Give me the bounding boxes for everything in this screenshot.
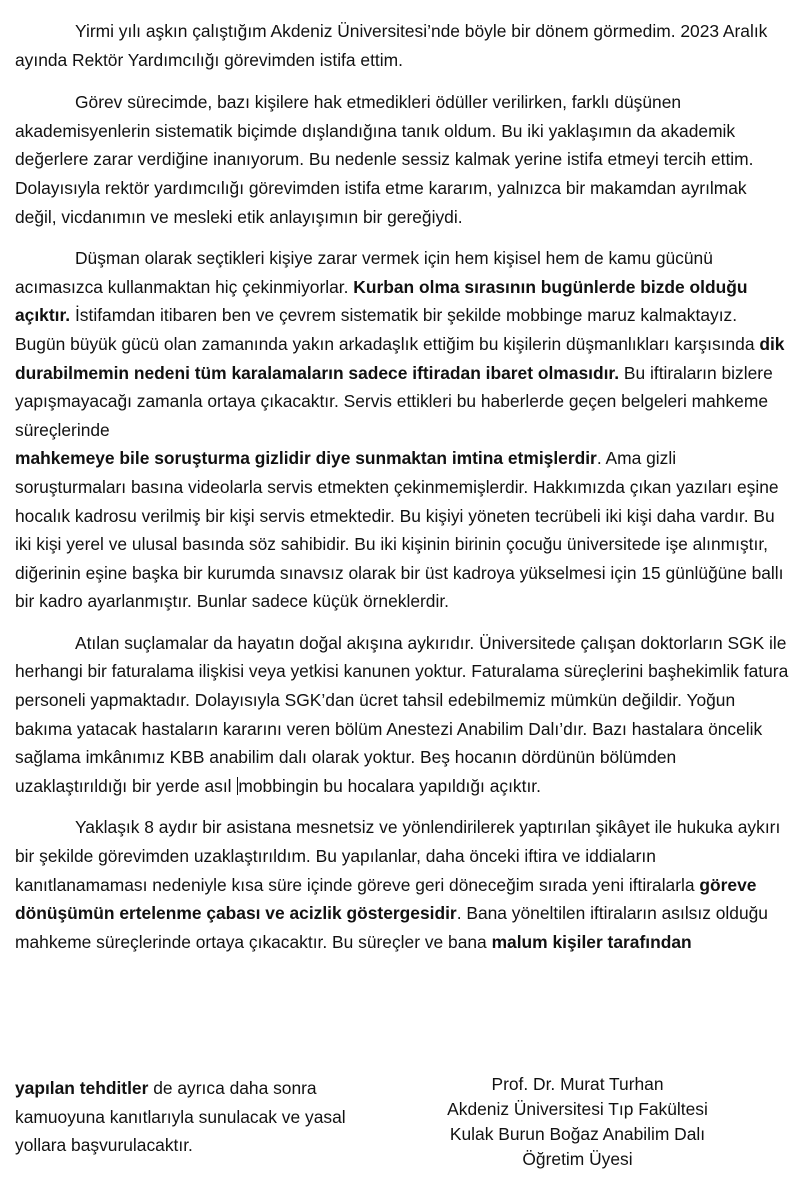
closing-text-rest: de ayrıca daha sonra kamuoyuna kanıtlarıyla sunulacak ve yasal yollara başvurulacaktır. [15, 1078, 346, 1156]
paragraph-5-bold-a: göreve dönüşümün ertelenme çabası ve acizlik göstergesidir [15, 874, 757, 924]
letter-body [15, 17, 791, 956]
paragraph-5-text-a: Yaklaşık 8 aydır bir asistana mesnetsiz ve yönlendirilerek yaptırılan şikâyet ile hukuka aykırı bir şekilde görevimden uzaklaştırıldım. Bu yapılanlar, daha önceki iftira ve iddiaların kanıtlanamaması nedeniyle kısa süre içinde göreve geri döneceğim sırada yeni iftiralarla [15, 817, 781, 895]
closing-bold: yapılan tehditler [15, 1078, 149, 1098]
closing-text [15, 1074, 360, 1160]
paragraph-4 [15, 629, 791, 801]
paragraph-5 [15, 813, 791, 956]
paragraph-2 [15, 88, 791, 231]
paragraph-5-bold-b: malum kişiler tarafından [491, 931, 692, 952]
paragraph-3-bold-c: mahkemeye bile soruşturma gizlidir diye sunmaktan imtina etmişlerdir [15, 448, 597, 469]
paragraph-3-text-a: Düşman olarak seçtikleri kişiye zarar vermek için hem kişisel hem de kamu gücünü acımasızca kullanmaktan hiç çekinmiyorlar. [15, 248, 713, 297]
signature-title: Öğretim Üyesi [522, 1149, 633, 1169]
signature-faculty: Akdeniz Üniversitesi Tıp Fakültesi [447, 1099, 708, 1119]
signature-name: Prof. Dr. Murat Turhan [491, 1074, 664, 1094]
paragraph-4-text-a: Atılan suçlamalar da hayatın doğal akışına aykırıdır. Üniversitede çalışan doktorların SGK ile herhangi bir faturalama ilişkisi veya yetkisi kanunen yoktur. Faturalama süreçlerini başhekimlik fatura personeli yapmaktadır. Dolayısıyla SGK’dan ücret tahsil edebilmemiz mümkün değildir. Yoğun bakıma yatacak hastaların kararını veren bölüm Anestezi Anabilim Dalı’dır. Bazı hastalara öncelik sağlama imkânımız KBB anabilim dalı olarak yoktur. Beş hocanın dördünün bölümden uzaklaştırıldığı bir yerde asıl [15, 632, 789, 796]
paragraph-3-text-d: . Ama gizli soruşturmaları basına videolarla servis etmekten çekinmemişlerdir. Hakkımızda çıkan yazıları eşine hocalık kadrosu verilmiş bir kişi servis etmektedir. Bu kişiyi yöneten tecrübeli iki kişi daha vardır. Bu iki kişi yerel ve ulusal basında söz sahibidir. Bu iki kişinin birinin çocuğu üniversitede işe alınmıştır, diğerinin eşine başka bir kurumda sınavsız olarak bir üst kadroya yükselmesi için 15 günlüğüne ballı bir kadro ayarlanmıştır. Bunlar sadece küçük örneklerdir. [15, 448, 784, 612]
paragraph-3-bold-a: Kurban olma sırasının bugünlerde bizde olduğu açıktır. [15, 276, 748, 326]
paragraph-3 [15, 244, 791, 616]
paragraph-2-text: Görev sürecimde, bazı kişilere hak etmedikleri ödüller verilirken, farklı düşünen akademisyenlerin sistematik biçimde dışlandığına tanık oldum. Bu iki yaklaşımın da akademik değerlere zarar verdiğine inanıyorum. Bu nedenle sessiz kalmak yerine istifa etmeyi tercih ettim. Dolayısıyla rektör yardımcılığı görevimden istifa etme kararım, yalnızca bir makamdan ayrılmak değil, vicdanımın ve mesleki etik anlayışımın bir gereğiydi. [15, 92, 754, 227]
signature-block [420, 1072, 735, 1172]
signature-department: Kulak Burun Boğaz Anabilim Dalı [449, 1124, 706, 1144]
paragraph-5-text-b: . Bana yöneltilen iftiraların asılsız olduğu mahkeme süreçlerinde ortaya çıkacaktır. Bu süreçler ve bana [15, 903, 768, 952]
paragraph-3-text-c: Bu iftiraların bizlere yapışmayacağı zamanla ortaya çıkacaktır. Servis ettikleri bu haberlerde geçen belgeleri mahkeme süreçlerinde [15, 362, 773, 440]
paragraph-3-text-b: İstifamdan itibaren ben ve çevrem sistematik bir şekilde mobbinge maruz kalmaktayız. Bugün büyük gücü olan zamanında yakın arkadaşlık ettiğim bu kişilerin düşmanlıkları karşısında [15, 305, 755, 354]
paragraph-1 [15, 17, 791, 74]
paragraph-1-text: Yirmi yılı aşkın çalıştığım Akdeniz Üniversitesi’nde böyle bir dönem görmedim. 2023 Aralık ayında Rektör Yardımcılığı görevimden istifa ettim. [15, 21, 768, 70]
paragraph-3-bold-b: dik durabilmemin nedeni tüm karalamaların sadece iftiradan ibaret olmasıdır. [15, 333, 785, 383]
paragraph-4-text-b: mobbingin bu hocalara yapıldığı açıktır. [238, 775, 541, 796]
